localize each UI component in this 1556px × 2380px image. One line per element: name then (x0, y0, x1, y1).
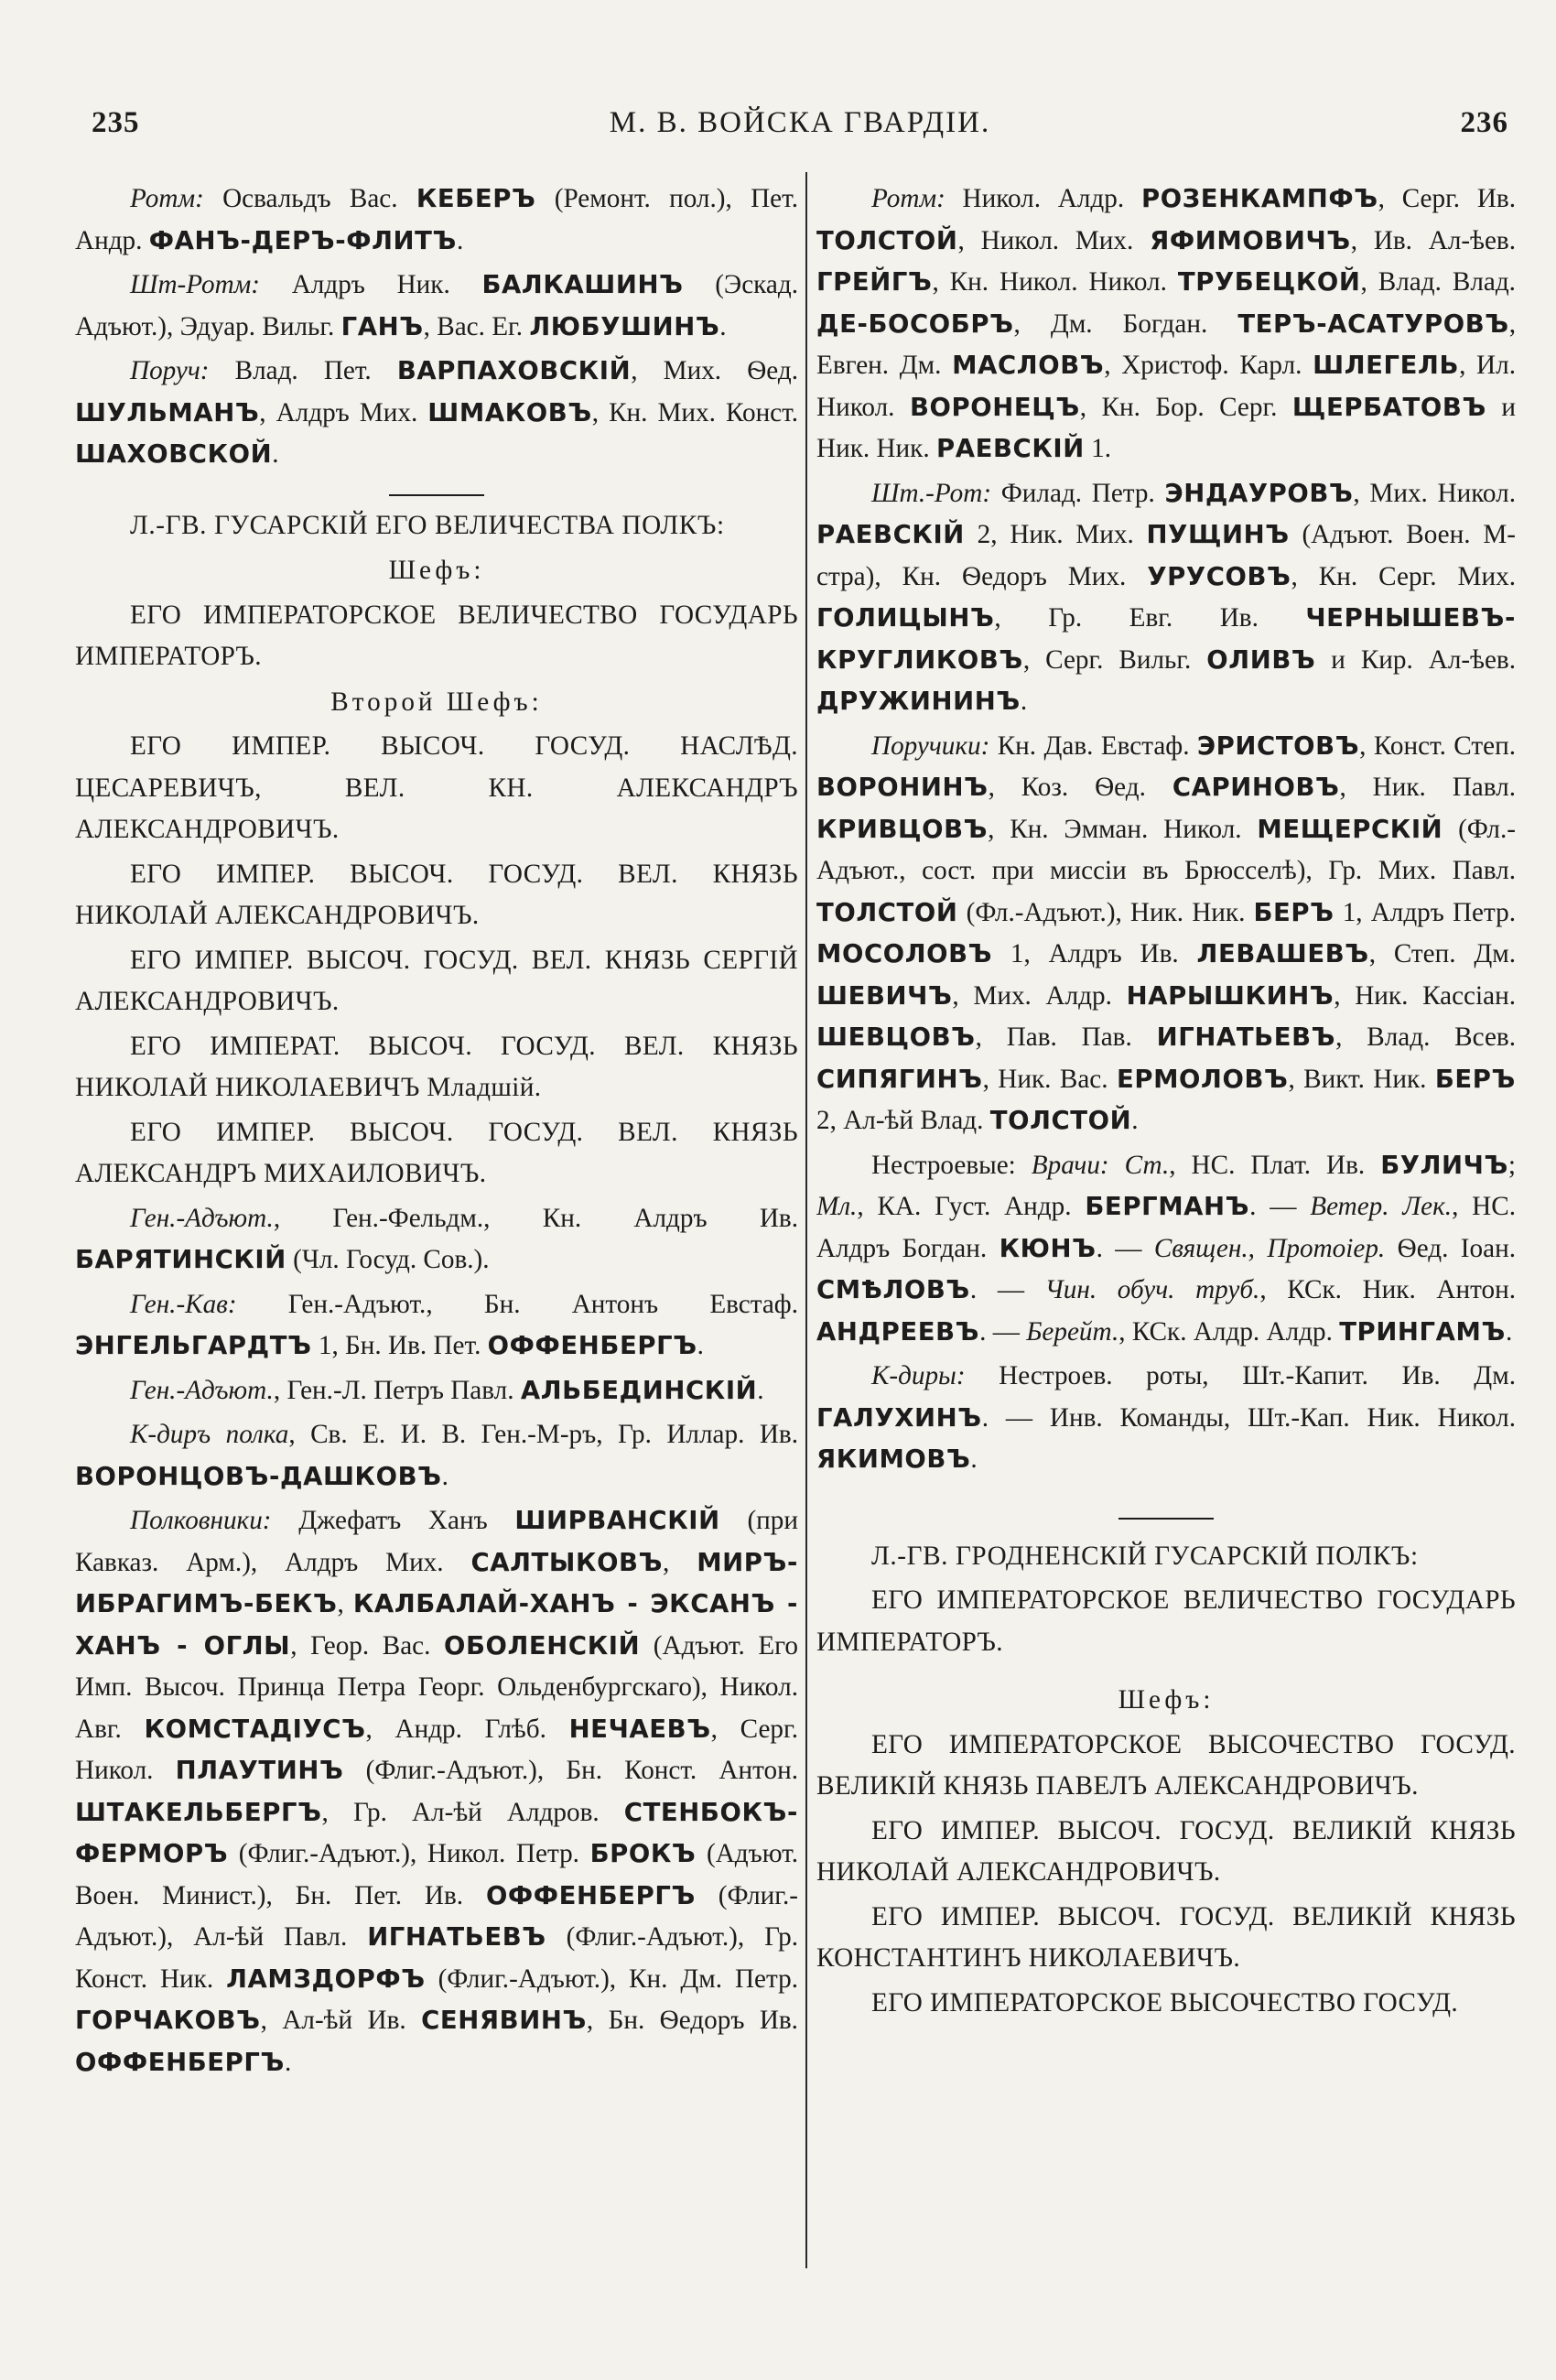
entry-nestroevye (816, 1142, 1516, 1354)
surname: ШЕВИЧЪ (816, 980, 953, 1011)
entry-text: (Флиг.-Адъют.), Бн. Конст. Антон. (343, 1756, 798, 1785)
entry-text: 1, Бн. Ив. Пет. (311, 1331, 488, 1360)
shef-label: Шефъ: (388, 556, 485, 585)
entry-text: (Флиг.-Адъют.), Гр. Конст. Ник. (75, 1922, 798, 1994)
entry-text: ; (1507, 1150, 1516, 1180)
entry-text: . (970, 1444, 978, 1474)
entry-text: Влад. Пет. (209, 356, 397, 385)
surname: СЕНЯВИНЪ (421, 2006, 587, 2035)
surname: МОСОЛОВЪ (816, 939, 993, 968)
surname: ЛЮБУШИНЪ (529, 311, 720, 341)
surname: ТРИНГАМЪ (1339, 1316, 1506, 1347)
entry-poruchiki (816, 723, 1516, 1142)
entry-text: Нестроевые: (871, 1150, 1016, 1180)
surname: ФАНЪ-ДЕРЪ-ФЛИТЪ (148, 225, 457, 255)
surname: СТЕНБОКЪ-ФЕРМОРЪ (75, 1797, 798, 1868)
surname: МЕЩЕРСКІЙ (1257, 814, 1443, 844)
surname: СИПЯГИНЪ (816, 1064, 983, 1094)
entry-k-diry (816, 1353, 1516, 1481)
surname: ЩЕРБАТОВЪ (1291, 392, 1486, 422)
rank-label: Ротм: (871, 184, 945, 213)
surname: ЯФИМОВИЧЪ (1150, 225, 1351, 255)
surname: ТЕРЪ-АСАТУРОВЪ (1237, 308, 1509, 339)
surname: ИГНАТЬЕВЪ (367, 1922, 546, 1952)
entry-text: , НС. Алдръ Богдан. (816, 1192, 1516, 1263)
surname: РАЕВСКІЙ (816, 520, 965, 549)
entry-text: (Фл.-Адъют.), Ник. Ник. (957, 897, 1254, 927)
surname: ЛЕВАШЕВЪ (1196, 939, 1369, 968)
entry-text: . — Инв. Команды, Шт.-Кап. Ник. Никол. (981, 1402, 1516, 1433)
surname: ТОЛСТОЙ (816, 225, 958, 255)
shef-text: ЕГО ИМПЕРАТОРСКОЕ ВЕЛИЧЕСТВО ГОСУДАРЬ ИМПЕРАТОРЪ. (75, 600, 798, 671)
surname: ВОРОНЦОВЪ-ДАШКОВЪ (75, 1461, 442, 1491)
royal-entry: ЕГО ИМПЕРАТОРСКОЕ ВЫСОЧЕСТВО ГОСУД. ВЕЛИКІЙ КНЯЗЬ ПАВЕЛЪ АЛЕКСАНДРОВИЧЪ. (816, 1729, 1516, 1801)
rank-label: Врачи: (1031, 1150, 1109, 1180)
entry-text: 1. (1084, 434, 1112, 463)
section-separator (1118, 1518, 1214, 1520)
entry-text: , Вас. Ег. (423, 311, 530, 341)
surname: КЕБЕРЪ (416, 184, 536, 213)
entry-gen-adjut (75, 1195, 798, 1282)
surname: САРИНОВЪ (1172, 773, 1340, 802)
rank-label: Чин. обуч. труб. (1044, 1275, 1260, 1304)
royal-entry: ЕГО ИМПЕР. ВЫСОЧ. ГОСУД. НАСЛѢД. ЦЕСАРЕВИЧЪ, ВЕЛ. КН. АЛЕКСАНДРЪ АЛЕКСАНДРОВИЧЪ. (75, 731, 798, 844)
surname: ГРЕЙГЪ (816, 267, 933, 297)
column-divider (805, 172, 807, 2268)
entry-text: Алдръ Ник. (260, 270, 482, 299)
entry-text: , КСк. Алдр. Алдр. (1118, 1316, 1340, 1347)
surname: ПУЩИНЪ (1146, 520, 1290, 549)
entry-text: , Ник. Вас. (982, 1064, 1117, 1094)
rank-label: Священ., Протоіер. (1153, 1233, 1386, 1263)
entry-text: , Мих. Алдр. (952, 980, 1127, 1011)
section-separator (389, 494, 484, 496)
left-column (75, 176, 798, 2325)
surname: ВОРОНЕЦЪ (909, 392, 1080, 422)
entry-text: , Ген.-Л. Петръ Павл. (273, 1375, 521, 1405)
entry-text: Никол. Алдр. (945, 184, 1141, 213)
entry-text: , Ал-ѣй Ив. (260, 2006, 422, 2035)
entry-text: , Св. Е. И. В. Ген.-М-ръ, Гр. Иллар. Ив. (288, 1420, 798, 1449)
surname: ПЛАУТИНЪ (175, 1756, 344, 1785)
running-title: М. В. ВОЙСКА ГВАРДІИ. (609, 106, 991, 139)
surname: МАСЛОВЪ (952, 351, 1105, 380)
entry-text (1016, 1151, 1032, 1180)
royal-entry: ЕГО ИМПЕР. ВЫСОЧ. ГОСУД. ВЕЛ. КНЯЗЬ АЛЕКСАНДРЪ МИХАИЛОВИЧЪ. (75, 1117, 798, 1188)
entry-text: . (1131, 1106, 1139, 1135)
surname: МИРЪ-ИБРАГИМЪ-БЕКЪ (75, 1547, 798, 1618)
entry-text: . (1020, 687, 1028, 716)
entry-text: , Никол. Мих. (957, 225, 1151, 255)
surname: ДЕ-БОСОБРЪ (816, 308, 1014, 339)
surname: ГОРЧАКОВЪ (75, 2006, 261, 2035)
royal-entry: ЕГО ИМПЕРАТ. ВЫСОЧ. ГОСУД. ВЕЛ. КНЯЗЬ НИКОЛАЙ НИКОЛАЕВИЧЪ Младшій. (75, 1031, 798, 1102)
surname: РОЗЕНКАМПФЪ (1140, 184, 1378, 213)
entry-text: , Кн. Бор. Серг. (1079, 392, 1292, 422)
surname: КЮНЪ (999, 1233, 1097, 1263)
entry-sht-rot (816, 471, 1516, 723)
entry-text: . (1505, 1316, 1513, 1347)
surname: ШУЛЬМАНЪ (75, 397, 260, 427)
entry-text: , Серг. Ив. (1378, 184, 1516, 213)
entry-text: , НС. Плат. Ив. (1169, 1150, 1381, 1180)
entry-text: . — (969, 1275, 1045, 1304)
entry-polkovniki (75, 1498, 798, 2083)
rank-label: Поручики: (871, 730, 990, 761)
entry-text: . (272, 439, 279, 469)
surname: ЕРМОЛОВЪ (1116, 1064, 1289, 1094)
entry-text: , Гр. Евг. Ив. (994, 603, 1306, 633)
entry-text: , Кн. Серг. Мих. (1291, 561, 1516, 591)
surname: БЕРГМАНЪ (1085, 1192, 1250, 1221)
surname: ГОЛИЦЫНЪ (816, 603, 995, 633)
surname: БАРЯТИНСКІЙ (75, 1245, 286, 1274)
entry-text: 2, Ник. Мих. (964, 520, 1147, 549)
surname: БРОКЪ (589, 1839, 697, 1868)
surname: КАЛБАЛАЙ-ХАНЪ - ЭКСАНЪ - ХАНЪ - ОГЛЫ (75, 1589, 798, 1661)
entry-text: (Флиг.-Адъют.), Никол. Петр. (228, 1839, 590, 1868)
surname: ОЛИВЪ (1206, 644, 1316, 675)
rank-label: Ген.-Адъют. (130, 1203, 274, 1233)
entry-text: , Дм. Богдан. (1013, 308, 1238, 339)
surname: РАЕВСКІЙ (935, 434, 1085, 463)
surname: ТРУБЕЦКОЙ (1177, 267, 1361, 297)
surname: ТОЛСТОЙ (816, 897, 958, 927)
surname: НЕЧАЕВЪ (568, 1714, 711, 1744)
entry-text: , Коз. Ѳед. (988, 773, 1172, 802)
surname: ОФФЕНБЕРГЪ (487, 1331, 697, 1360)
entry-text: , Степ. Дм. (1368, 939, 1516, 968)
entry-k-dir (75, 1412, 798, 1498)
surname: ШТАКЕЛЬБЕРГЪ (75, 1797, 322, 1827)
surname: БЕРЪ (1434, 1064, 1516, 1094)
entry-text: (Флиг.-Адъют.), Ал-ѣй Павл. (75, 1880, 798, 1952)
surname: ГАНЪ (340, 311, 424, 341)
entry-text: , Ив. Ал-ѣев. (1350, 225, 1516, 255)
rank-label: Поруч: (130, 356, 210, 385)
entry-text: . — (1096, 1233, 1154, 1263)
entry-text: Ѳед. Іоан. (1385, 1233, 1516, 1263)
entry-text: , (337, 1589, 353, 1618)
surname: ГАЛУХИНЪ (816, 1402, 982, 1433)
entry-text: , Кн. Никол. Никол. (932, 267, 1178, 297)
entry-text: , Бн. Ѳедоръ Ив. (586, 2006, 798, 2035)
surname: БАЛКАШИНЪ (481, 270, 684, 299)
entry-text: (Ремонт. пол.), Пет. Андр. (75, 184, 798, 255)
surname: АЛЬБЕДИНСКІЙ (520, 1375, 758, 1405)
surname: ЭНГЕЛЬГАРДТЪ (75, 1331, 312, 1360)
entry-text: , Конст. Степ. (1359, 730, 1516, 761)
entry-text: , КСк. Ник. Антон. (1259, 1275, 1516, 1304)
surname: КОМСТАДІУСЪ (144, 1714, 366, 1744)
rank-label: Шт.-Рот: (871, 478, 992, 508)
regiment-title: Л.-ГВ. ГРОДНЕНСКІЙ ГУСАРСКІЙ ПОЛКЪ: (871, 1541, 1419, 1571)
surname: ДРУЖИНИНЪ (816, 687, 1021, 716)
entry-text: 2, Ал-ѣй Влад. (816, 1106, 990, 1135)
entry-text: (Фл.-Адъют., сост. при миссіи въ Брюсселѣ), Гр. Мих. Павл. (816, 814, 1516, 885)
rank-label: Ротм: (130, 184, 204, 213)
entry-text: , Серг. Вильг. (1022, 644, 1207, 675)
surname: ШИРВАНСКІЙ (514, 1506, 720, 1535)
entry-text: Освальдъ Вас. (203, 184, 416, 213)
rank-label: К-диръ полка (130, 1420, 289, 1449)
entry-text: (Эскад. Адъют.), Эдуар. Вильг. (75, 270, 798, 341)
rank-label: Берейт. (1026, 1316, 1119, 1347)
surname: ТОЛСТОЙ (989, 1106, 1132, 1135)
surname: ШЕВЦОВЪ (816, 1022, 976, 1052)
entry-text: . — (979, 1316, 1027, 1347)
surname: ЧЕРНЫШЕВЪ-КРУГЛИКОВЪ (816, 603, 1516, 675)
entry-text: Нестроев. роты, Шт.-Капит. Ив. Дм. (965, 1361, 1516, 1390)
entry-text: 1, Алдръ Петр. (1334, 897, 1516, 927)
rank-label: Ветер. Лек. (1310, 1192, 1453, 1221)
entry-text: , Влад. Всев. (1335, 1022, 1516, 1052)
entry-text: 1, Алдръ Ив. (992, 939, 1197, 968)
entry-text: , Пав. Пав. (975, 1022, 1157, 1052)
surname: ЭРИСТОВЪ (1196, 730, 1360, 761)
surname: САЛТЫКОВЪ (470, 1547, 664, 1577)
entry-text: , Христоф. Карл. (1104, 351, 1313, 380)
regiment-sub: ЕГО ИМПЕРАТОРСКОЕ ВЕЛИЧЕСТВО ГОСУДАРЬ ИМПЕРАТОРЪ. (816, 1585, 1516, 1657)
entry-text: , Мих. Ѳед. (631, 356, 798, 385)
entry-text: . — (1249, 1192, 1311, 1221)
surname: ЭНДАУРОВЪ (1164, 478, 1354, 508)
royal-entry: ЕГО ИМПЕР. ВЫСОЧ. ГОСУД. ВЕЛ. КНЯЗЬ СЕРГІЙ АЛЕКСАНДРОВИЧЪ. (75, 945, 798, 1016)
entry-sht-rotm (75, 262, 798, 348)
rank-label: Шт-Ротм: (130, 270, 261, 299)
rank-label: Ген.-Кав: (130, 1289, 237, 1319)
entry-text: , Влад. Влад. (1360, 267, 1516, 297)
entry-text: , Серг. Никол. (75, 1714, 798, 1785)
entry-text: , Ил. Никол. (816, 351, 1516, 422)
entry-text: , Андр. Глѣб. (365, 1714, 569, 1744)
entry-gen-kav (75, 1282, 798, 1368)
entry-text: . (284, 2047, 292, 2077)
surname: ОФФЕНБЕРГЪ (75, 2047, 285, 2077)
rank-label: К-диры: (871, 1361, 966, 1390)
entry-text: , Ник. Павл. (1339, 773, 1516, 802)
surname: ЛАМЗДОРФЪ (226, 1964, 426, 1994)
entry-text: Кн. Дав. Евстаф. (989, 730, 1197, 761)
entry-rotm (816, 176, 1516, 471)
rank-label: Полковники: (130, 1506, 272, 1535)
entry-text: (Флиг.-Адъют.), Кн. Дм. Петр. (425, 1964, 798, 1994)
surname: ЯКИМОВЪ (816, 1444, 971, 1474)
entry-text: , Гр. Ал-ѣй Алдров. (321, 1797, 624, 1827)
second-shef-label: Второй Шефъ: (330, 687, 543, 717)
entry-text: , Евген. Дм. (816, 308, 1516, 380)
entry-text: , Ген.-Фельдм., Кн. Алдръ Ив. (273, 1203, 798, 1233)
surname: БУЛИЧЪ (1380, 1150, 1508, 1180)
entry-text: . (697, 1331, 704, 1360)
rank-label: Мл. (816, 1192, 858, 1221)
entry-text: . (757, 1375, 764, 1405)
surname: ИГНАТЬЕВЪ (1156, 1022, 1336, 1052)
entry-text (1109, 1151, 1125, 1180)
page-number-left: 235 (92, 106, 140, 139)
royal-entry: ЕГО ИМПЕР. ВЫСОЧ. ГОСУД. ВЕЛИКІЙ КНЯЗЬ НИКОЛАЙ АЛЕКСАНДРОВИЧЪ. (816, 1815, 1516, 1887)
surname: СМѢЛОВЪ (816, 1275, 970, 1304)
surname: ШАХОВСКОЙ (75, 439, 273, 469)
surname: ОБОЛЕНСКІЙ (443, 1630, 641, 1661)
surname: НАРЫШКИНЪ (1126, 980, 1334, 1011)
entry-text: , Кн. Эмман. Никол. (988, 814, 1258, 844)
entry-gen-adjut-2 (75, 1368, 798, 1412)
royal-entry: ЕГО ИМПЕРАТОРСКОЕ ВЫСОЧЕСТВО ГОСУД. (871, 1987, 1459, 2018)
entry-text: . (719, 311, 727, 341)
surname: ШМАКОВЪ (427, 397, 592, 427)
entry-text: , Кн. Мих. Конст. (591, 397, 798, 427)
surname: ШЛЕГЕЛЬ (1313, 351, 1460, 380)
entry-text: , Алдръ Мих. (259, 397, 428, 427)
right-column (816, 176, 1516, 2325)
entry-rotm (75, 176, 798, 262)
rank-label: Ген.-Адъют. (130, 1375, 274, 1405)
page-number-right: 236 (1460, 106, 1508, 139)
surname: ОФФЕНБЕРГЪ (485, 1880, 696, 1910)
entry-text: (Адъют. Воен. М-стра), Кн. Ѳедоръ Мих. (816, 520, 1516, 591)
shef-label: Шефъ: (1118, 1685, 1215, 1715)
surname: ВОРОНИНЪ (816, 773, 989, 802)
entry-text: и Ник. Ник. (816, 392, 1516, 463)
royal-entry: ЕГО ИМПЕР. ВЫСОЧ. ГОСУД. ВЕЛ. КНЯЗЬ НИКОЛАЙ АЛЕКСАНДРОВИЧЪ. (75, 859, 798, 930)
running-head (92, 106, 1508, 152)
entry-text: Ген.-Адъют., Бн. Антонъ Евстаф. (236, 1289, 798, 1319)
entry-text: , Ник. Кассіан. (1334, 980, 1516, 1011)
entry-text: Джефатъ Ханъ (271, 1506, 515, 1535)
entry-text: Филад. Петр. (991, 478, 1165, 508)
entry-text: (Чл. Госуд. Сов.). (286, 1245, 490, 1274)
royal-entry: ЕГО ИМПЕР. ВЫСОЧ. ГОСУД. ВЕЛИКІЙ КНЯЗЬ КОНСТАНТИНЪ НИКОЛАЕВИЧЪ. (816, 1901, 1516, 1973)
entry-poruch (75, 348, 798, 476)
entry-text: . (441, 1461, 448, 1491)
entry-text: (Адъют. Его Имп. Высоч. Принца Петра Георг. Ольденбургскаго), Никол. Авг. (75, 1630, 798, 1744)
surname: ВАРПАХОВСКІЙ (396, 356, 632, 385)
entry-text: (Адъют. Воен. Минист.), Бн. Пет. Ив. (75, 1839, 798, 1910)
entry-text: , КА. Густ. Андр. (857, 1192, 1086, 1221)
entry-text: и Кир. Ал-ѣев. (1315, 644, 1516, 675)
entry-text: , Викт. Ник. (1288, 1064, 1435, 1094)
rank-label: Ст. (1124, 1150, 1170, 1180)
regiment-title: Л.-ГВ. ГУСАРСКІЙ ЕГО ВЕЛИЧЕСТВА ПОЛКЪ: (130, 510, 725, 540)
surname: БЕРЪ (1253, 897, 1334, 927)
entry-text: , Геор. Вас. (290, 1630, 444, 1661)
entry-text: , (663, 1547, 697, 1577)
entry-text: (при Кавказ. Арм.), Алдръ Мих. (75, 1506, 798, 1577)
surname: УРУСОВЪ (1147, 561, 1291, 591)
surname: АНДРЕЕВЪ (816, 1316, 980, 1347)
entry-text: , Мих. Никол. (1353, 478, 1516, 508)
entry-text: . (456, 225, 464, 255)
surname: КРИВЦОВЪ (816, 814, 989, 844)
